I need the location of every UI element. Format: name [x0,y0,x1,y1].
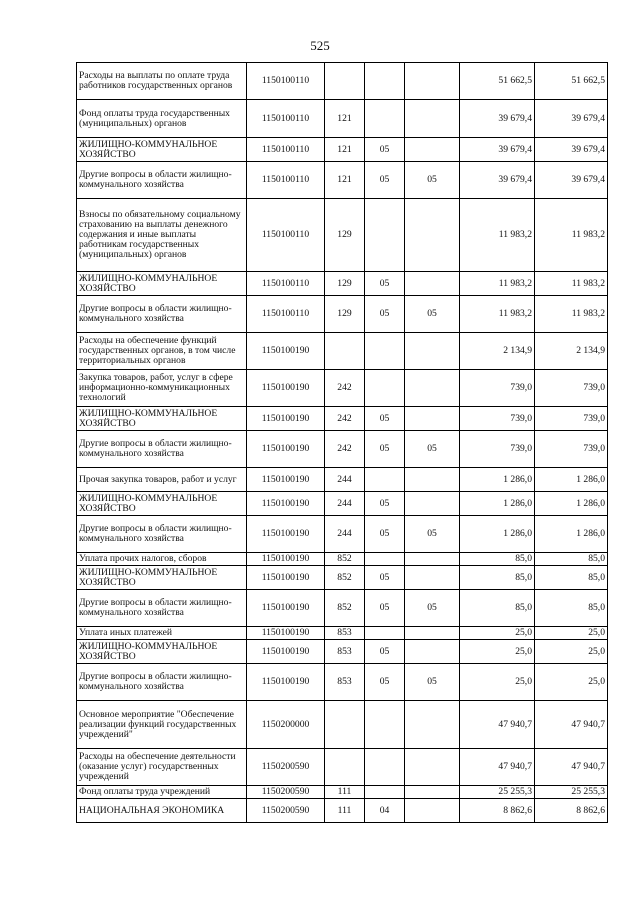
cell-sum2: 47 940,7 [535,701,608,749]
cell-csr: 1150100190 [247,333,325,370]
cell-sum1: 739,0 [460,407,535,431]
cell-vr: 129 [325,199,365,272]
cell-vr: 852 [325,590,365,627]
cell-sum1: 25,0 [460,627,535,640]
cell-name: ЖИЛИЩНО-КОММУНАЛЬНОЕ ХОЗЯЙСТВО [77,492,247,516]
cell-sum2: 39 679,4 [535,138,608,162]
cell-sum2: 11 983,2 [535,296,608,333]
table-row [77,590,608,627]
table-row [77,272,608,296]
budget-table-body [77,63,608,823]
cell-vr [325,701,365,749]
cell-csr: 1150100190 [247,566,325,590]
cell-sum2: 25,0 [535,640,608,664]
cell-pr: 05 [405,516,460,553]
cell-name: Уплата прочих налогов, сборов [77,553,247,566]
cell-name: ЖИЛИЩНО-КОММУНАЛЬНОЕ ХОЗЯЙСТВО [77,138,247,162]
cell-name: ЖИЛИЩНО-КОММУНАЛЬНОЕ ХОЗЯЙСТВО [77,407,247,431]
cell-csr: 1150200590 [247,749,325,786]
cell-sum2: 39 679,4 [535,162,608,199]
cell-csr: 1150100110 [247,162,325,199]
table-row [77,162,608,199]
table-row [77,431,608,468]
table-row [77,468,608,492]
cell-vr: 853 [325,664,365,701]
cell-rz: 04 [365,799,405,823]
cell-rz [365,553,405,566]
cell-vr: 121 [325,162,365,199]
cell-sum1: 1 286,0 [460,516,535,553]
table-row [77,701,608,749]
cell-name: Другие вопросы в области жилищно-коммунального хозяйства [77,162,247,199]
cell-sum2: 25,0 [535,627,608,640]
cell-csr: 1150100190 [247,627,325,640]
cell-vr: 244 [325,492,365,516]
cell-csr: 1150100190 [247,553,325,566]
cell-csr: 1150100110 [247,100,325,138]
cell-csr: 1150200590 [247,799,325,823]
cell-pr [405,199,460,272]
cell-sum1: 11 983,2 [460,199,535,272]
cell-pr [405,786,460,799]
cell-name: Расходы на выплаты по оплате труда работников государственных органов [77,63,247,100]
cell-sum1: 8 862,6 [460,799,535,823]
cell-pr [405,640,460,664]
cell-vr: 242 [325,370,365,407]
cell-pr: 05 [405,664,460,701]
cell-csr: 1150100110 [247,296,325,333]
cell-vr: 244 [325,516,365,553]
cell-name: Уплата иных платежей [77,627,247,640]
table-row [77,138,608,162]
cell-sum2: 8 862,6 [535,799,608,823]
cell-csr: 1150200590 [247,786,325,799]
cell-sum1: 739,0 [460,370,535,407]
cell-pr: 05 [405,162,460,199]
cell-rz: 05 [365,516,405,553]
cell-name: ЖИЛИЩНО-КОММУНАЛЬНОЕ ХОЗЯЙСТВО [77,566,247,590]
table-row [77,516,608,553]
cell-rz: 05 [365,590,405,627]
cell-name: ЖИЛИЩНО-КОММУНАЛЬНОЕ ХОЗЯЙСТВО [77,640,247,664]
table-row [77,786,608,799]
cell-name: Фонд оплаты труда государственных (муниципальных) органов [77,100,247,138]
cell-rz [365,100,405,138]
cell-sum1: 85,0 [460,590,535,627]
cell-csr: 1150100190 [247,640,325,664]
cell-vr [325,333,365,370]
cell-rz [365,749,405,786]
cell-name: Расходы на обеспечение деятельности (оказание услуг) государственных учреждений [77,749,247,786]
cell-sum2: 39 679,4 [535,100,608,138]
cell-sum1: 47 940,7 [460,701,535,749]
cell-sum1: 85,0 [460,553,535,566]
cell-sum2: 11 983,2 [535,199,608,272]
cell-csr: 1150100190 [247,431,325,468]
cell-rz [365,370,405,407]
cell-csr: 1150100190 [247,590,325,627]
cell-pr [405,272,460,296]
cell-csr: 1150100110 [247,199,325,272]
cell-csr: 1150100190 [247,370,325,407]
table-row [77,100,608,138]
cell-rz: 05 [365,138,405,162]
cell-pr [405,370,460,407]
cell-pr [405,407,460,431]
cell-vr [325,749,365,786]
table-row [77,407,608,431]
table-row [77,370,608,407]
cell-pr [405,63,460,100]
cell-rz [365,468,405,492]
cell-pr [405,100,460,138]
cell-csr: 1150100110 [247,138,325,162]
cell-rz [365,786,405,799]
cell-vr: 853 [325,640,365,664]
cell-sum1: 2 134,9 [460,333,535,370]
cell-sum1: 39 679,4 [460,100,535,138]
cell-name: Фонд оплаты труда учреждений [77,786,247,799]
cell-sum2: 11 983,2 [535,272,608,296]
cell-sum2: 85,0 [535,566,608,590]
budget-table [76,62,608,823]
cell-sum1: 85,0 [460,566,535,590]
cell-pr [405,492,460,516]
cell-sum1: 39 679,4 [460,138,535,162]
cell-sum2: 739,0 [535,370,608,407]
cell-vr: 111 [325,799,365,823]
cell-vr: 129 [325,296,365,333]
cell-vr: 121 [325,100,365,138]
cell-rz: 05 [365,566,405,590]
cell-sum1: 25 255,3 [460,786,535,799]
cell-vr: 111 [325,786,365,799]
cell-pr [405,138,460,162]
cell-rz: 05 [365,272,405,296]
cell-rz: 05 [365,431,405,468]
cell-rz: 05 [365,407,405,431]
cell-rz [365,63,405,100]
table-row [77,566,608,590]
cell-name: Прочая закупка товаров, работ и услуг [77,468,247,492]
cell-sum1: 39 679,4 [460,162,535,199]
cell-sum2: 1 286,0 [535,492,608,516]
table-row [77,63,608,100]
table-row [77,553,608,566]
cell-rz [365,333,405,370]
cell-pr [405,333,460,370]
cell-sum2: 47 940,7 [535,749,608,786]
cell-sum1: 11 983,2 [460,272,535,296]
cell-sum2: 1 286,0 [535,468,608,492]
cell-name: НАЦИОНАЛЬНАЯ ЭКОНОМИКА [77,799,247,823]
cell-sum1: 25,0 [460,664,535,701]
cell-pr [405,553,460,566]
cell-pr [405,701,460,749]
cell-vr: 242 [325,431,365,468]
cell-csr: 1150100190 [247,516,325,553]
cell-csr: 1150100110 [247,272,325,296]
cell-pr: 05 [405,296,460,333]
cell-csr: 1150100190 [247,468,325,492]
cell-sum2: 1 286,0 [535,516,608,553]
cell-vr: 853 [325,627,365,640]
cell-vr: 244 [325,468,365,492]
cell-pr [405,749,460,786]
cell-sum2: 25 255,3 [535,786,608,799]
cell-sum2: 2 134,9 [535,333,608,370]
cell-name: Основное мероприятие "Обеспечение реализации функций государственных учреждений" [77,701,247,749]
cell-name: Взносы по обязательному социальному страхованию на выплаты денежного содержания и иные выплаты работникам государственных (муниципальных) органов [77,199,247,272]
cell-vr: 852 [325,566,365,590]
cell-sum2: 85,0 [535,553,608,566]
cell-pr: 05 [405,431,460,468]
cell-sum2: 25,0 [535,664,608,701]
cell-csr: 1150200000 [247,701,325,749]
cell-vr [325,63,365,100]
cell-rz [365,701,405,749]
cell-name: Другие вопросы в области жилищно-коммунального хозяйства [77,664,247,701]
cell-sum1: 1 286,0 [460,492,535,516]
cell-pr [405,627,460,640]
table-row [77,627,608,640]
table-row [77,333,608,370]
cell-sum2: 51 662,5 [535,63,608,100]
cell-pr [405,566,460,590]
cell-sum2: 739,0 [535,431,608,468]
cell-rz: 05 [365,162,405,199]
cell-rz: 05 [365,492,405,516]
table-row [77,199,608,272]
cell-vr: 852 [325,553,365,566]
cell-csr: 1150100190 [247,664,325,701]
cell-pr [405,799,460,823]
cell-vr: 129 [325,272,365,296]
cell-sum2: 739,0 [535,407,608,431]
cell-rz [365,199,405,272]
cell-sum1: 25,0 [460,640,535,664]
cell-csr: 1150100190 [247,407,325,431]
table-row [77,492,608,516]
table-row [77,749,608,786]
page-number: 525 [310,38,330,53]
cell-sum1: 11 983,2 [460,296,535,333]
cell-vr: 242 [325,407,365,431]
table-row [77,799,608,823]
cell-sum1: 1 286,0 [460,468,535,492]
cell-rz: 05 [365,296,405,333]
cell-name: Расходы на обеспечение функций государственных органов, в том числе территориальных органов [77,333,247,370]
cell-name: Другие вопросы в области жилищно-коммунального хозяйства [77,296,247,333]
cell-sum1: 47 940,7 [460,749,535,786]
cell-sum1: 51 662,5 [460,63,535,100]
table-row [77,296,608,333]
cell-sum2: 85,0 [535,590,608,627]
cell-sum1: 739,0 [460,431,535,468]
cell-name: Другие вопросы в области жилищно-коммунального хозяйства [77,431,247,468]
cell-name: Другие вопросы в области жилищно-коммунального хозяйства [77,516,247,553]
cell-csr: 1150100190 [247,492,325,516]
cell-name: Другие вопросы в области жилищно-коммунального хозяйства [77,590,247,627]
cell-rz: 05 [365,664,405,701]
table-row [77,640,608,664]
cell-rz [365,627,405,640]
cell-name: Закупка товаров, работ, услуг в сфере информационно-коммуникационных технологий [77,370,247,407]
cell-rz: 05 [365,640,405,664]
cell-pr [405,468,460,492]
table-row [77,664,608,701]
cell-name: ЖИЛИЩНО-КОММУНАЛЬНОЕ ХОЗЯЙСТВО [77,272,247,296]
cell-vr: 121 [325,138,365,162]
cell-pr: 05 [405,590,460,627]
cell-csr: 1150100110 [247,63,325,100]
